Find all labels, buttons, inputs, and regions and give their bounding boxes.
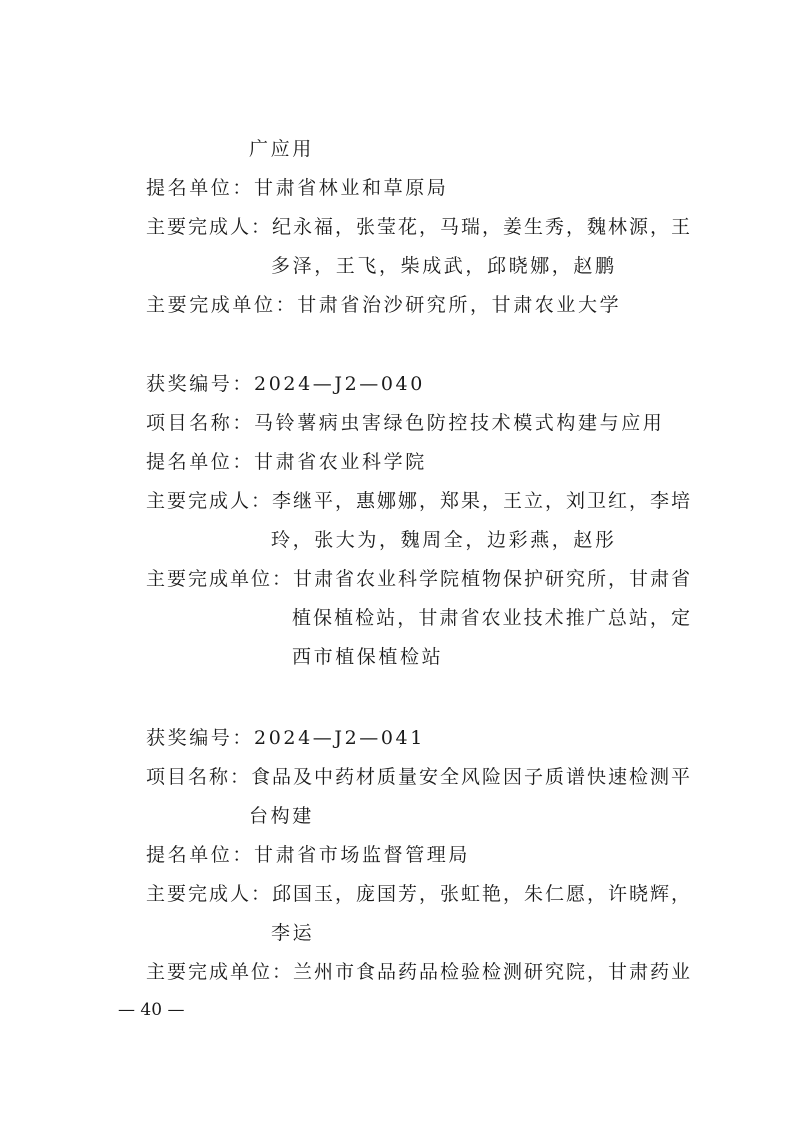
main-contributors-line-2: 多泽，王飞，柴成武，邱晓娜，赵鹏 — [271, 255, 617, 277]
project-name-line-2: 台构建 — [249, 805, 314, 827]
main-units-line-1: 主要完成单位：甘肃省农业科学院植物保护研究所，甘肃省 — [146, 568, 690, 590]
main-contributors-line-1: 主要完成人：邱国玉，庞国芳，张虹艳，朱仁愿，许晓辉， — [146, 883, 690, 905]
project-name-line-1: 项目名称：食品及中药材质量安全风险因子质谱快速检测平 — [146, 766, 690, 788]
award-number: 获奖编号：2024—J2—041 — [146, 727, 425, 749]
main-units-line-2: 植保植检站，甘肃省农业技术推广总站，定 — [292, 607, 690, 629]
page-number: — 40 — — [118, 1000, 185, 1020]
main-units-line-1: 主要完成单位：兰州市食品药品检验检测研究院，甘肃药业 — [146, 961, 690, 983]
project-name-continuation: 广应用 — [249, 138, 314, 160]
main-contributors-line-2: 玲，张大为，魏周全，边彩燕，赵彤 — [271, 529, 617, 551]
nominator-line: 提名单位：甘肃省农业科学院 — [146, 451, 427, 473]
nominator-line: 提名单位：甘肃省市场监督管理局 — [146, 844, 471, 866]
project-name: 项目名称：马铃薯病虫害绿色防控技术模式构建与应用 — [146, 412, 665, 434]
award-number: 获奖编号：2024—J2—040 — [146, 373, 425, 395]
main-contributors-line-2: 李运 — [271, 922, 315, 944]
main-contributors-line-1: 主要完成人：纪永福，张莹花，马瑞，姜生秀，魏林源，王 — [146, 216, 690, 238]
main-units-line-3: 西市植保植检站 — [292, 646, 444, 668]
main-contributors-line-1: 主要完成人：李继平，惠娜娜，郑果，王立，刘卫红，李培 — [146, 490, 690, 512]
main-units-line-1: 主要完成单位：甘肃省治沙研究所，甘肃农业大学 — [146, 294, 622, 316]
nominator-line: 提名单位：甘肃省林业和草原局 — [146, 177, 449, 199]
